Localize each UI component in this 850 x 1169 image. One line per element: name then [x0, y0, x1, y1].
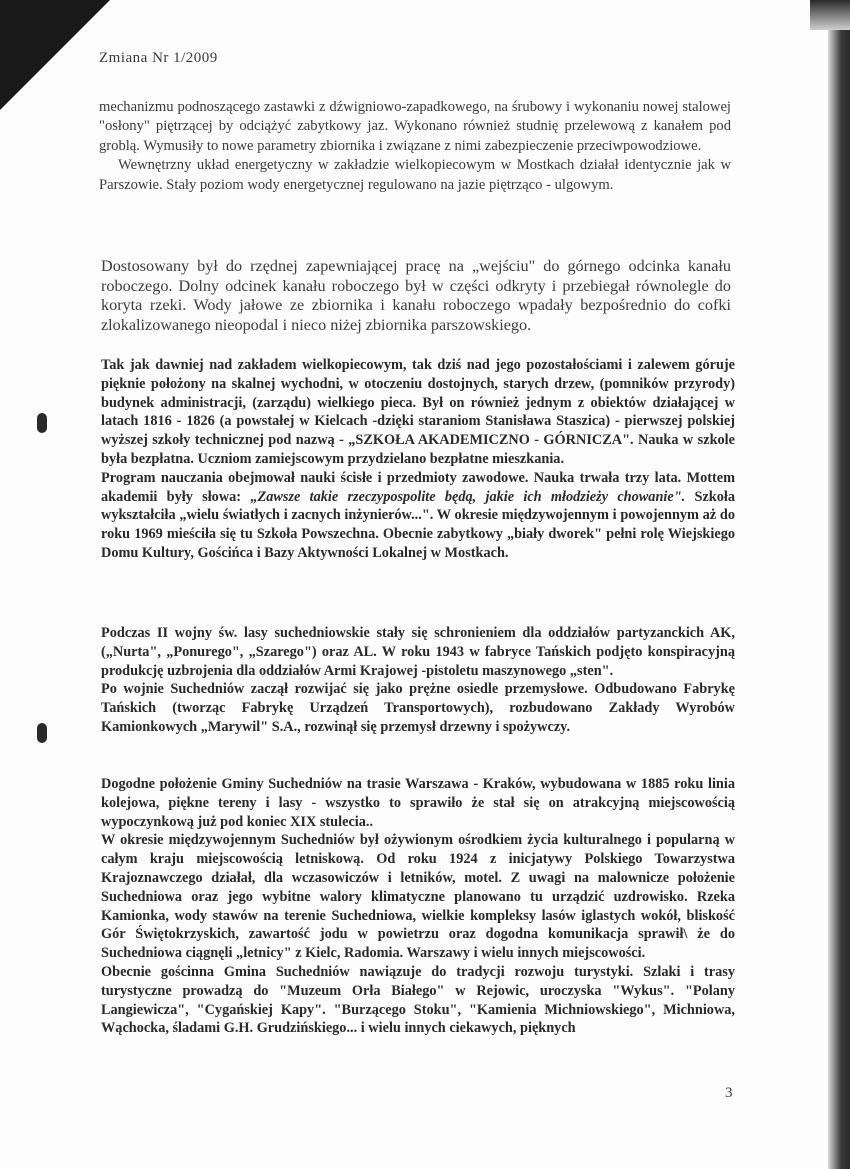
- paragraph-5: [101, 469, 735, 563]
- paragraph-4: Tak jak dawniej nad zakładem wielkopiecowym, tak dziś nad jego pozostałościami i zalewem góruje pięknie położony na skalnej wychodni, w otoczeniu dostojnych, starych drzew, (pomników przyrody) budynek administracji, (zarządu) wielkiego pieca. Był on również jednym z obiektów działającej w latach 1816 - 1826 (a powstałej w Kielcach -dzięki staraniom Stanisława Staszica) - pierwszej polskiej wyższej szkoły technicznej pod nazwą - „SZKOŁA AKADEMICZNO - GÓRNICZA". Nauka w szkole była bezpłatna. Uczniom zamiejscowym przydzielano bezpłatne mieszkania.: [101, 357, 735, 467]
- punch-hole-top: [37, 413, 47, 433]
- paragraph-7: Po wojnie Suchedniów zaczął rozwijać się jako prężne osiedle przemysłowe. Odbudowano Fabrykę Tańskich (tworząc Fabrykę Urządzeń Transportowych), rozbudowano Zakłady Wyrobów Kamionkowych „Marywil" S.A., rozwinął się przemysł drzewny i spożywczy.: [101, 681, 735, 735]
- paragraph-9: W okresie międzywojennym Suchedniów był ożywionym ośrodkiem życia kulturalnego i popularną w całym kraju miejscowością letniskową. Od roku 1924 z inicjatywy Polskiego Towarzystwa Krajoznawczego działał, dla wczasowiczów i letników, motel. Z uwagi na malownicze położenie Suchedniowa oraz jego wybitne walory klimatyczne planowano tu urządzić uzdrowisko. Rzeka Kamionka, wody stawów na terenie Suchedniowa, wielkie kompleksy lasów iglastych wokół, bliskość Gór Świętokrzyskich, zawartość jodu w powietrzu oraz dogodna komunikacja sprawił\ że do Suchedniowa ciągnęli „letnicy" z Kielc, Radomia. Warszawy i wielu innych miejscowości.: [101, 832, 735, 962]
- paragraph-6: Podczas II wojny św. lasy suchedniowskie stały się schronieniem dla oddziałów partyzanckich AK, („Nurta", „Ponurego", „Szarego") oraz AL. W roku 1943 w fabryce Tańskich podjęto konspiracyjną produkcję uzbrojenia dla oddziałów Armi Krajowej -pistoletu maszynowego „sten".: [101, 625, 735, 679]
- paragraph-2: Wewnętrzny układ energetyczny w zakładzie wielkopiecowym w Mostkach działał identycznie jak w Parszowie. Stały poziom wody energetycznej regulowano na jazie piętrząco - ulgowym.: [99, 157, 731, 193]
- text-block-4: [101, 624, 735, 737]
- paragraph-5-text-start: Program nauczania obejmował nauki ścisłe i przedmioty zawodowe. Nauka trwała trzy lata. Mottem akademii były słowa:: [101, 469, 735, 505]
- paragraph-1: mechanizmu podnoszącego zastawki z dźwigniowo-zapadkowego, na śrubowy i wykonaniu nowej stalowej "osłony" piętrzącej by odciążyć zabytkowy jaz. Wykonano również studnię przelewową z kanałem pod groblą. Wymusiły to nowe parametry zbiornika i związane z nimi zabezpieczenie przeciwpowodziowe.: [99, 99, 731, 154]
- paragraph-8: Dogodne położenie Gminy Suchedniów na trasie Warszawa - Kraków, wybudowana w 1885 roku linia kolejowa, piękne tereny i lasy - wszystko to sprawiło że stał się on atrakcyjną miejscowością wypoczynkową już pod koniec XIX stulecia..: [101, 776, 735, 830]
- scan-edge-shadow: [828, 0, 850, 1169]
- paragraph-10: Obecnie gościnna Gmina Suchedniów nawiązuje do tradycji rozwoju turystyki. Szlaki i trasy turystyczne prowadzą do "Muzeum Orła Białego" w Rejowic, uroczyska "Wykus". "Polany Langiewicza", "Cygańskiej Kapy". "Burzącego Stoku", "Kamienia Michniowskiego", Michniowa, Wąchocka, śladami G.H. Grudzińskiego... i wielu innych ciekawych, pięknych: [101, 963, 735, 1037]
- punch-hole-bottom: [37, 723, 47, 743]
- paragraph-5-text-end: Szkoła wykształciła „wielu światłych i zacnych inżynierów...". W okresie międzywojennym i powojennym aż do roku 1969 mieściła się tu Szkoła Powszechna. Obecnie zabytkowy „biały dworek" pełni rolę Wiejskiego Domu Kultury, Gościńca i Bazy Aktywności Lokalnej w Mostkach.: [101, 488, 736, 561]
- text-block-2: [101, 257, 731, 336]
- text-block-1: [99, 98, 731, 195]
- scan-corner-shadow: [0, 0, 110, 110]
- text-block-5: [101, 775, 735, 1038]
- scan-top-right-shadow: [810, 0, 850, 30]
- document-header: Zmiana Nr 1/2009: [99, 50, 218, 66]
- paragraph-3: Dostosowany był do rzędnej zapewniającej pracę na „wejściu" do górnego odcinka kanału roboczego. Dolny odcinek kanału roboczego był w części odkryty i przebiegał równolegle do koryta rzeki. Wody jałowe ze zbiornika i kanału roboczego wpadały bezpośrednio do cofki zlokalizowanego nieopodal i nieco niżej zbiornika parszowskiego.: [101, 257, 731, 335]
- akademia-motto: „Zawsze takie rzeczypospolite będą, jakie ich młodzieży chowanie".: [250, 488, 686, 505]
- page-number: 3: [725, 1085, 733, 1101]
- text-block-3: [101, 356, 735, 563]
